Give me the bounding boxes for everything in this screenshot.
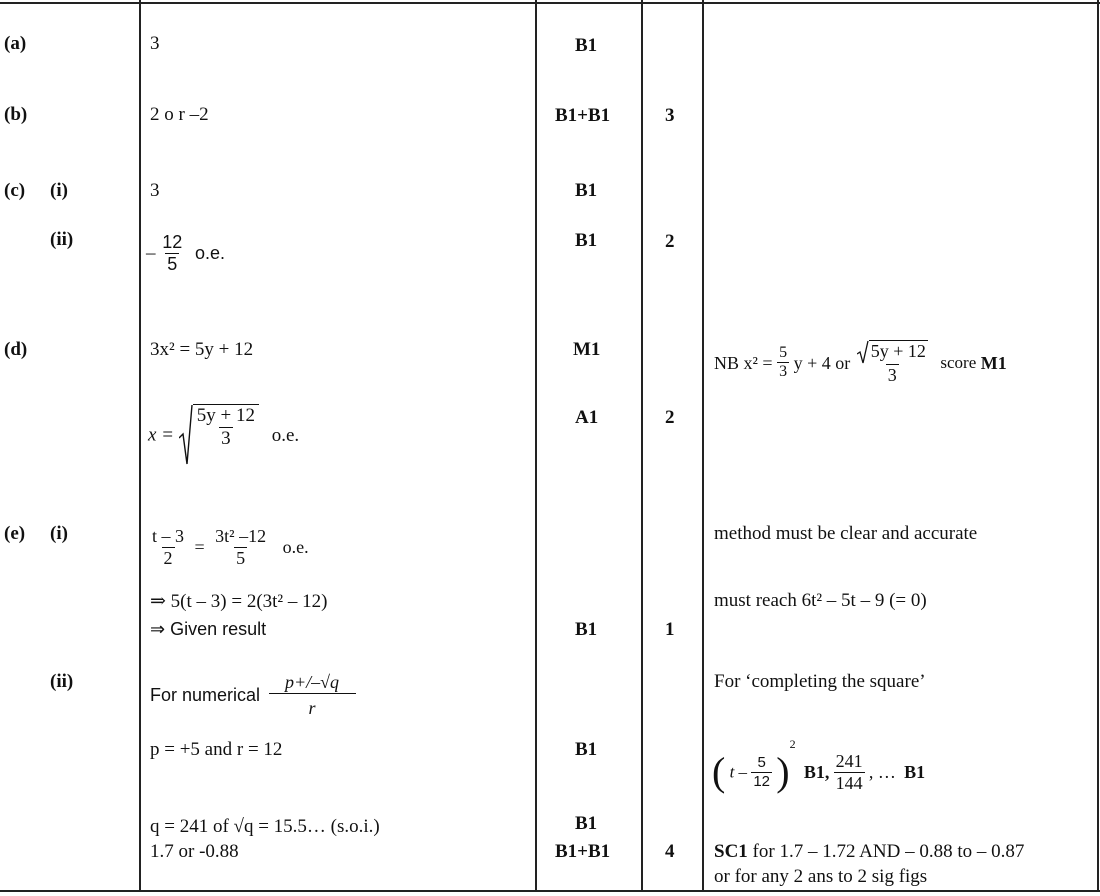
part-b-mark: B1+B1 xyxy=(555,105,611,126)
x-equals: x = xyxy=(148,424,175,446)
part-e-ii-line-pr: p = +5 and r = 12 xyxy=(150,739,283,760)
note-fraction-num: 5 xyxy=(779,343,788,361)
radicand-denominator: 3 xyxy=(221,427,231,449)
denominator: 5 xyxy=(167,253,178,274)
minus-sign: – xyxy=(146,242,156,264)
cs-num: 5 xyxy=(757,754,766,772)
part-d-line2 xyxy=(148,404,299,466)
cs-mark2: B1 xyxy=(904,762,926,783)
part-d-label: (d) xyxy=(4,339,28,360)
part-c-label: (c) xyxy=(4,180,26,201)
column-divider-1 xyxy=(139,0,141,892)
cs-den: 12 xyxy=(753,772,770,790)
fraction xyxy=(160,232,184,274)
column-divider-3 xyxy=(641,0,643,892)
radicand xyxy=(193,404,259,466)
part-e-ii-answer: 1.7 or -0.88 xyxy=(150,841,239,862)
fraction-right-num: 3t² –12 xyxy=(215,526,267,546)
column-divider-4 xyxy=(702,0,704,892)
cs-t: t – xyxy=(729,762,748,782)
radicand-numerator: 5y + 12 xyxy=(196,405,255,426)
radical-sign-icon xyxy=(179,404,193,466)
part-e-ii-note-head: For ‘completing the square’ xyxy=(714,671,926,692)
oe-suffix: o.e. xyxy=(195,243,226,264)
formula-den: r xyxy=(269,693,356,719)
part-e-ii-mark-ans: B1+B1 xyxy=(555,841,611,862)
cs-den2: 144 xyxy=(835,772,863,793)
bottom-border xyxy=(0,890,1100,892)
note-mark: M1 xyxy=(980,352,1007,373)
part-d-total: 2 xyxy=(665,407,675,428)
right-border xyxy=(1097,0,1099,892)
part-e-i-note1: method must be clear and accurate xyxy=(714,523,978,544)
formula-fraction xyxy=(269,672,356,718)
part-a-label: (a) xyxy=(4,33,27,54)
part-b-answer: 2 o r –2 xyxy=(150,104,209,125)
numerator: 12 xyxy=(162,232,183,252)
part-e-i-label: (i) xyxy=(50,523,68,544)
numerical-label: For numerical xyxy=(150,685,261,706)
note-radicand: 5y + 12 xyxy=(869,340,928,364)
part-d-mark1: M1 xyxy=(573,339,601,360)
top-border xyxy=(0,2,1100,4)
part-e-ii-line-q: q = 241 of √q = 15.5… (s.o.i.) xyxy=(150,816,380,837)
cs-fraction2 xyxy=(834,751,865,793)
part-c-ii-label: (ii) xyxy=(50,229,74,250)
part-b-label: (b) xyxy=(4,104,28,125)
part-d-line1: 3x² = 5y + 12 xyxy=(150,339,254,360)
part-c-i-answer: 3 xyxy=(150,180,160,201)
right-paren: ) xyxy=(776,749,790,795)
note-fraction-den: 3 xyxy=(779,363,788,381)
cs-mark1: B1, xyxy=(803,762,830,783)
part-e-i-total: 1 xyxy=(665,619,675,640)
part-a-mark: B1 xyxy=(575,35,598,56)
cs-power: 2 xyxy=(789,737,796,751)
note-score: score xyxy=(940,353,977,373)
part-e-i-mark: B1 xyxy=(575,619,598,640)
cs-num2: 241 xyxy=(835,750,863,771)
part-e-ii-mark-q: B1 xyxy=(575,813,598,834)
part-e-i-line3: ⇒ Given result xyxy=(150,619,267,639)
part-c-total: 2 xyxy=(665,231,675,252)
special-case-line1 xyxy=(714,842,1024,861)
special-case-line2: or for any 2 ans to 2 sig figs xyxy=(714,866,928,887)
part-d-note xyxy=(714,340,1007,386)
fraction-left xyxy=(150,526,186,568)
fraction-right xyxy=(213,526,268,568)
note-root-num xyxy=(855,340,930,364)
part-c-i-mark: B1 xyxy=(575,180,598,201)
sc-tag: SC1 xyxy=(714,841,748,862)
fraction-right-den: 5 xyxy=(236,547,246,568)
part-c-ii-mark: B1 xyxy=(575,230,598,251)
oe-suffix: o.e. xyxy=(282,537,309,558)
oe-suffix: o.e. xyxy=(271,424,300,446)
note-square-root xyxy=(857,340,928,364)
note-root-den: 3 xyxy=(887,365,897,385)
part-d-mark2: A1 xyxy=(575,407,599,428)
fraction-left-den: 2 xyxy=(163,547,173,568)
formula-num: p+/–√q xyxy=(285,672,340,692)
note-root-fraction xyxy=(855,340,930,386)
fraction-left-num: t – 3 xyxy=(152,526,185,546)
square-root xyxy=(179,404,259,466)
note-prefix: NB x² = xyxy=(714,352,773,373)
note-mid: y + 4 or xyxy=(793,352,851,373)
part-e-ii-mark-pr: B1 xyxy=(575,739,598,760)
equals-sign: = xyxy=(194,537,205,558)
part-a-answer: 3 xyxy=(150,33,160,54)
part-c-i-label: (i) xyxy=(50,180,68,201)
part-c-ii-answer xyxy=(146,232,225,274)
cs-tail: , … xyxy=(868,762,896,783)
cs-fraction xyxy=(751,754,772,790)
note-fraction xyxy=(777,344,789,382)
column-divider-2 xyxy=(535,0,537,892)
part-e-ii-numerical xyxy=(150,672,356,718)
left-paren: ( xyxy=(712,749,726,795)
part-e-i-line2: ⇒ 5(t – 3) = 2(3t² – 12) xyxy=(150,591,328,612)
completing-square-expression xyxy=(712,738,925,793)
part-e-ii-total: 4 xyxy=(665,841,675,862)
sc-text: for 1.7 – 1.72 AND – 0.88 to – 0.87 xyxy=(752,841,1025,862)
part-b-total: 3 xyxy=(665,105,675,126)
part-e-label: (e) xyxy=(4,523,26,544)
part-e-i-equation xyxy=(150,526,309,568)
part-e-i-note2: must reach 6t² – 5t – 9 (= 0) xyxy=(714,590,927,611)
part-e-ii-label: (ii) xyxy=(50,671,74,692)
radical-sign-icon xyxy=(857,340,869,364)
